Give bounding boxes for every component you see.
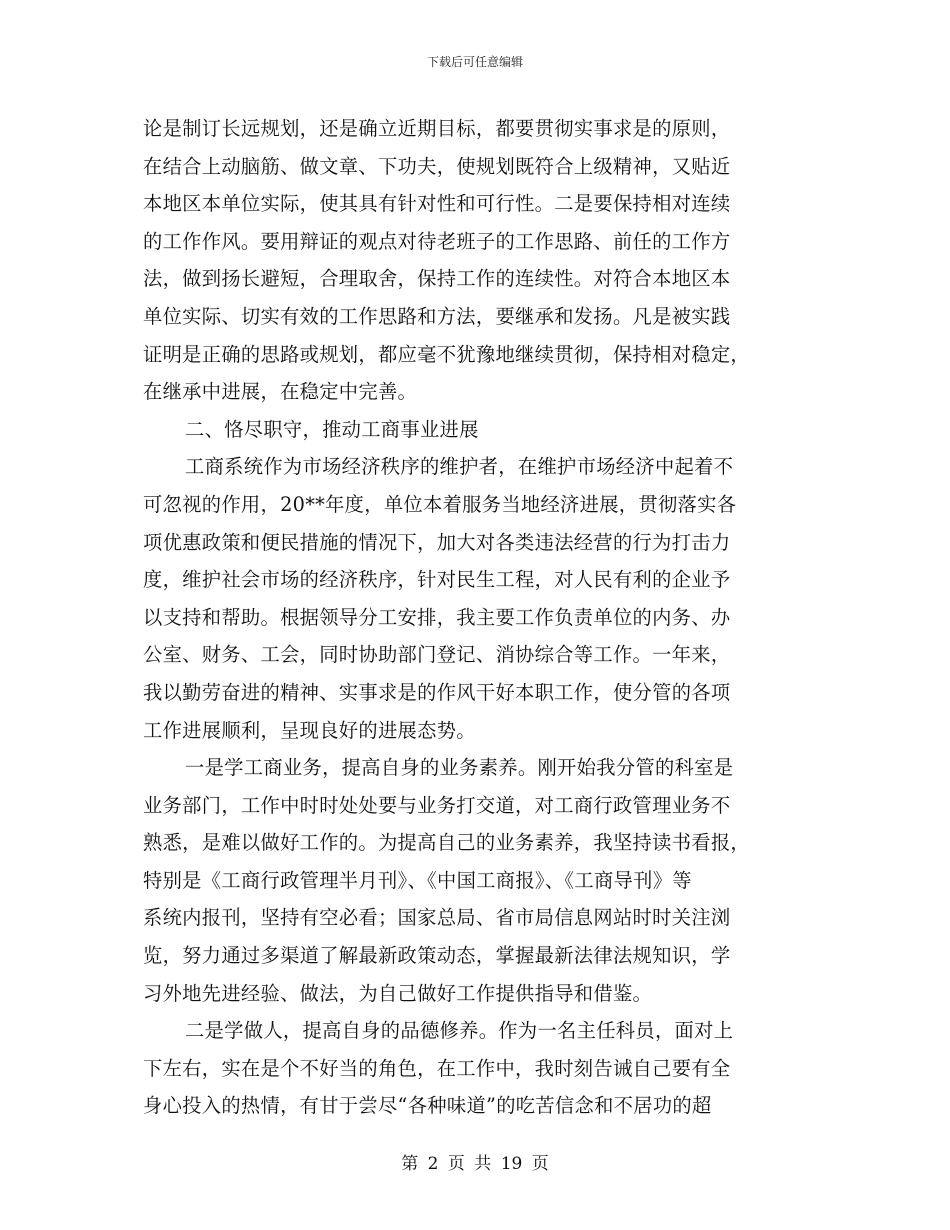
text-line: 下左右，实在是个不好当的角色，在工作中，我时刻告诫自己要有全: [143, 1056, 731, 1080]
text-line: 工作进展顺利，呈现良好的进展态势。: [143, 718, 476, 742]
section-heading: 二、恪尽职守，推动工商事业进展: [185, 417, 479, 441]
text-line: 二是学做人，提高自身的品德修养。作为一名主任科员，面对上: [185, 1019, 734, 1043]
text-line: 项优惠政策和便民措施的情况下，加大对各类违法经营的行为打击力: [143, 530, 731, 554]
text-line: 熟悉，是难以做好工作的。为提高自己的业务素养，我坚持读书看报，: [143, 831, 751, 855]
text-line: 可忽视的作用，20**年度，单位本着服务当地经济进展，贯彻落实各: [143, 492, 737, 516]
page-header: 下载后可任意编辑: [426, 55, 523, 69]
text-line: 业务部门，工作中时时处处要与业务打交道，对工商行政管理业务不: [143, 793, 731, 817]
text-line: 单位实际、切实有效的工作思路和方法，要继承和发扬。凡是被实践: [143, 304, 731, 328]
text-line: 习外地先进经验、做法，为自己做好工作提供指导和借鉴。: [143, 981, 653, 1005]
text-line: 一是学工商业务，提高自身的业务素养。刚开始我分管的科室是: [185, 756, 734, 780]
text-line: 的工作作风。要用辩证的观点对待老班子的工作思路、前任的工作方: [143, 229, 731, 253]
text-line: 公室、财务、工会，同时协助部门登记、消协综合等工作。一年来，: [143, 643, 731, 667]
text-line: 览，努力通过多渠道了解最新政策动态，掌握最新法律法规知识，学: [143, 944, 731, 968]
text-line: 本地区本单位实际，使其具有针对性和可行性。二是要保持相对连续: [143, 192, 731, 216]
text-line: 系统内报刊，坚持有空必看；国家总局、省市局信息网站时时关注浏: [143, 906, 731, 930]
text-line: 度，维护社会市场的经济秩序，针对民生工程，对人民有利的企业予: [143, 568, 731, 592]
text-line: 以支持和帮助。根据领导分工安排，我主要工作负责单位的内务、办: [143, 605, 731, 629]
text-line: 身心投入的热情，有甘于尝尽“各种味道”的吃苦信念和不居功的超: [143, 1094, 712, 1118]
document-body: [143, 110, 805, 1125]
text-line: 在继承中进展，在稳定中完善。: [143, 380, 418, 404]
text-line: 工商系统作为市场经济秩序的维护者，在维护市场经济中起着不: [185, 455, 734, 479]
text-line: 论是制订长远规划，还是确立近期目标，都要贯彻实事求是的原则，: [143, 117, 731, 140]
text-line: 我以勤劳奋进的精神、实事求是的作风干好本职工作，使分管的各项: [143, 680, 731, 704]
text-line: 法，做到扬长避短，合理取舍，保持工作的连续性。对符合本地区本: [143, 267, 731, 291]
text-line: 特别是《工商行政管理半月刊》、《中国工商报》、《工商导刊》等: [143, 868, 692, 892]
text-line: 证明是正确的思路或规划，都应毫不犹豫地继续贯彻，保持相对稳定，: [143, 342, 751, 366]
page-number-footer: 第 2 页 共 19 页: [401, 1154, 549, 1174]
text-line: 在结合上动脑筋、做文章、下功夫，使规划既符合上级精神，又贴近: [143, 154, 731, 178]
